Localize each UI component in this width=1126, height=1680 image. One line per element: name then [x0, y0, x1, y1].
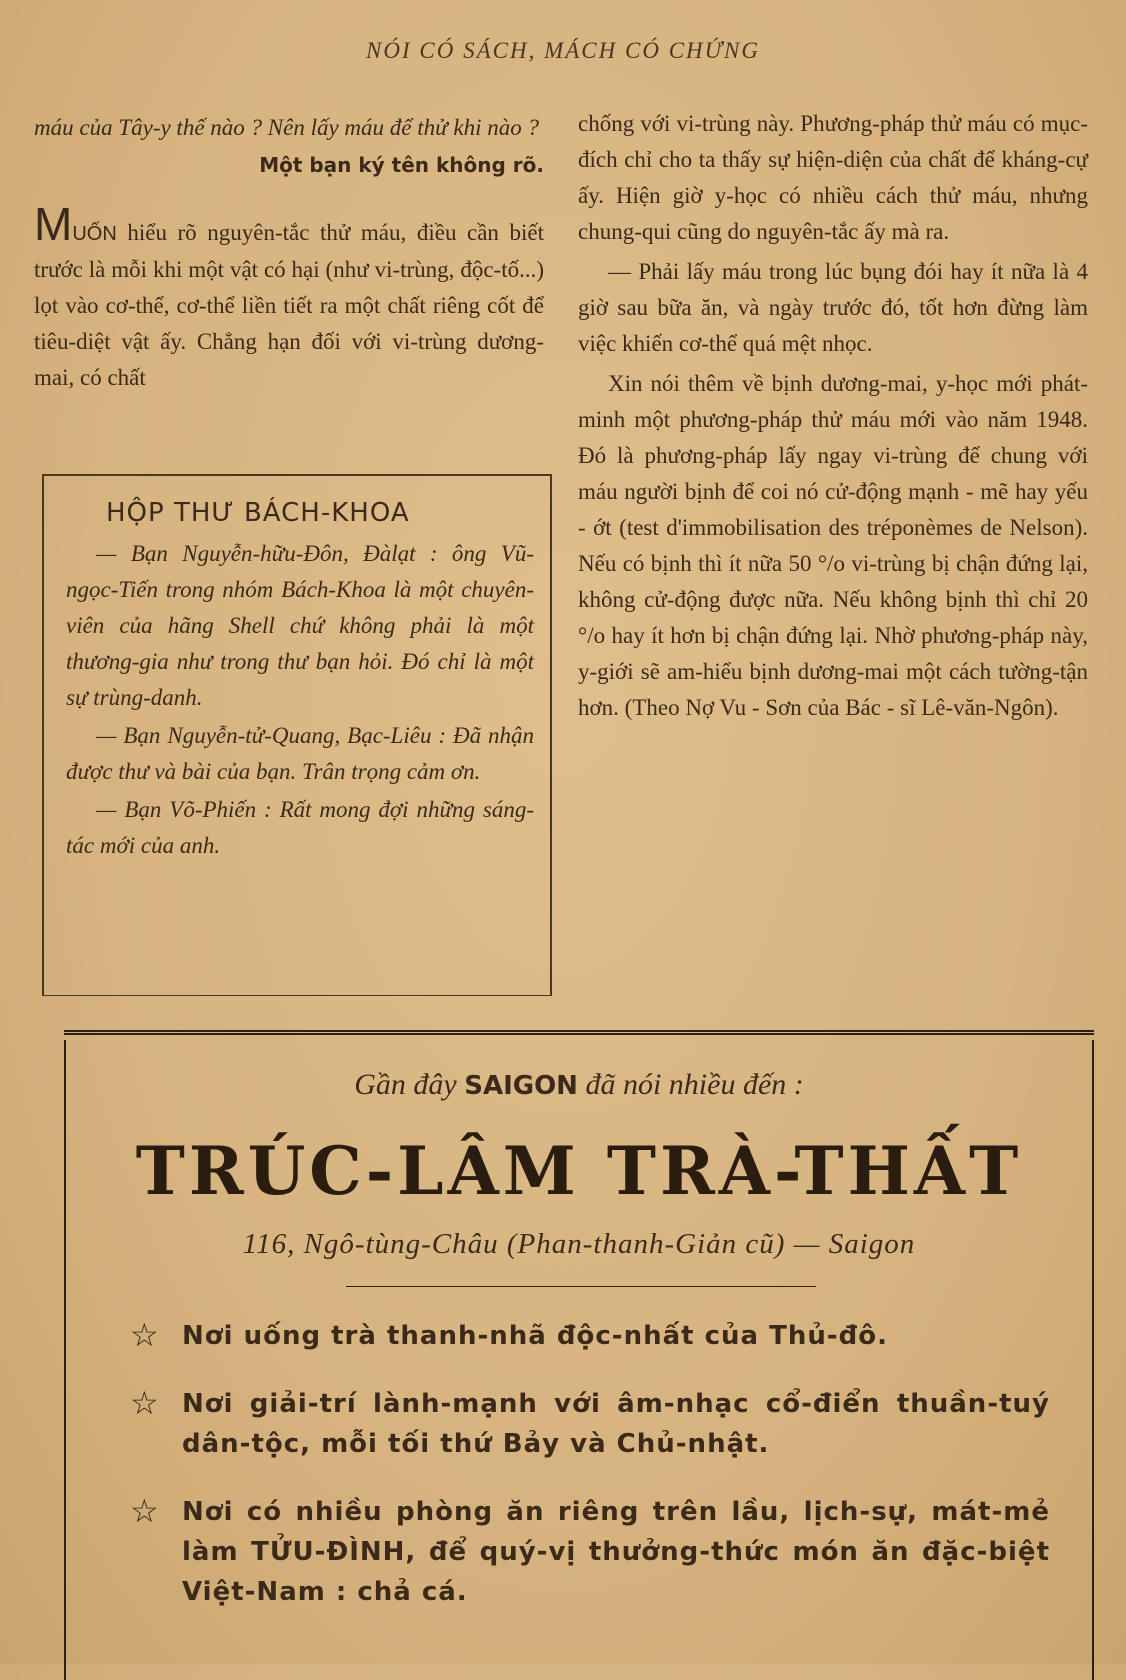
advertisement-item	[130, 1492, 1050, 1612]
answer-paragraph-1-continued: chống với vi-trùng này. Phương-pháp thử máu có mục-đích chỉ cho ta thấy sự hiện-diện của chất để kháng-cự ấy. Hiện giờ y-học có nhiều cách thử máu, nhưng chung-qui cũng do nguyên-tắc ấy mà ra.	[578, 111, 1088, 244]
advertisement-box	[64, 1040, 1094, 1680]
dropcap: M	[34, 198, 73, 250]
advertisement-item	[130, 1316, 1050, 1356]
answer-paragraph-1	[34, 198, 544, 396]
mailbox-entry: — Bạn Võ-Phiến : Rất mong đợi những sáng-tác mới của anh.	[66, 797, 534, 858]
running-head: NÓI CÓ SÁCH, MÁCH CÓ CHỨNG	[366, 38, 760, 63]
tea-house-address: 116, Ngô-tùng-Châu (Phan-thanh-Giản cũ) — Saigon	[242, 1228, 916, 1260]
mailbox-entry: — Bạn Nguyễn-hữu-Đôn, Đàlạt : ông Vũ-ngọc-Tiến trong nhóm Bách-Khoa là một chuyên-viên của hãng Shell chứ không phải là một thương-gia như trong thư bạn hỏi. Đó chỉ là một sự trùng-danh.	[66, 541, 534, 710]
question-signature: Một bạn ký tên không rõ.	[259, 153, 544, 177]
tea-house-name: TRÚC-LÂM TRÀ-THẤT	[135, 1132, 1023, 1210]
intro-text: Gần đây	[354, 1068, 465, 1101]
star-icon: ☆	[130, 1317, 159, 1353]
star-icon: ☆	[130, 1493, 159, 1529]
star-icon: ☆	[130, 1385, 159, 1421]
advertisement-top-rule	[64, 1030, 1094, 1035]
advertisement-item-text: Nơi có nhiều phòng ăn riêng trên lầu, lịch-sự, mát-mẻ làm TỬU-ĐÌNH, để quý-vị thưởng-thức món ăn đặc-biệt Việt-Nam : chả cá.	[182, 1497, 1050, 1607]
right-column	[578, 106, 1088, 726]
mailbox-entry: — Bạn Nguyễn-tử-Quang, Bạc-Liêu : Đã nhận được thư và bài của bạn. Trân trọng cảm ơn.	[66, 723, 534, 784]
lead-caps: UỐN	[72, 223, 117, 245]
advertisement-item	[130, 1384, 1050, 1464]
answer-text: hiểu rõ nguyên-tắc thử máu, điều cần biết trước là mỗi khi một vật có hại (như vi-trùng, độc-tố...) lọt vào cơ-thể, cơ-thể liền tiết ra một chất riêng cốt để tiêu-diệt vật ấy. Chẳng hạn đối với vi-trùng dương-mai, có chất	[34, 220, 544, 390]
intro-text-end: đã nói nhiều đến :	[577, 1068, 804, 1101]
advertisement-divider	[346, 1286, 816, 1287]
advertisement-item-text: Nơi uống trà thanh-nhã độc-nhất của Thủ-đô.	[182, 1321, 889, 1351]
mailbox-box	[42, 474, 552, 996]
mailbox-title: HỘP THƯ BÁCH-KHOA	[106, 498, 410, 528]
reader-question: máu của Tây-y thế nào ? Nên lấy máu để thử khi nào ?	[34, 115, 540, 140]
answer-paragraph-2: — Phải lấy máu trong lúc bụng đói hay ít nữa là 4 giờ sau bữa ăn, và ngày trước đó, tốt hơn đừng làm việc khiến cơ-thể quá mệt nhọc.	[578, 259, 1088, 356]
intro-brand: SAIGON	[464, 1071, 578, 1101]
answer-paragraph-3: Xin nói thêm về bịnh dương-mai, y-học mới phát-minh một phương-pháp thử máu mới vào năm 1948. Đó là phương-pháp lấy ngay vi-trùng để chung với máu người bịnh để coi nó cử-động mạnh - mẽ hay yếu - ớt (test d'immobilisation des tréponèmes de Nelson). Nếu có bịnh thì ít nữa 50 °/o vi-trùng bị chận đứng lại, không cử-động được nữa. Nếu không bịnh thì chỉ 20 °/o hay ít hơn bị chận đứng lại. Nhờ phương-pháp này, y-giới sẽ am-hiểu bịnh dương-mai một cách tường-tận hơn. (Theo Nợ Vu - Sơn của Bác - sĩ Lê-văn-Ngôn).	[578, 371, 1088, 720]
left-column	[34, 110, 544, 396]
advertisement-item-text: Nơi giải-trí lành-mạnh với âm-nhạc cổ-điển thuần-tuý dân-tộc, mỗi tối thứ Bảy và Chủ-nhật.	[182, 1389, 1050, 1459]
advertisement-intro	[66, 1068, 1092, 1102]
